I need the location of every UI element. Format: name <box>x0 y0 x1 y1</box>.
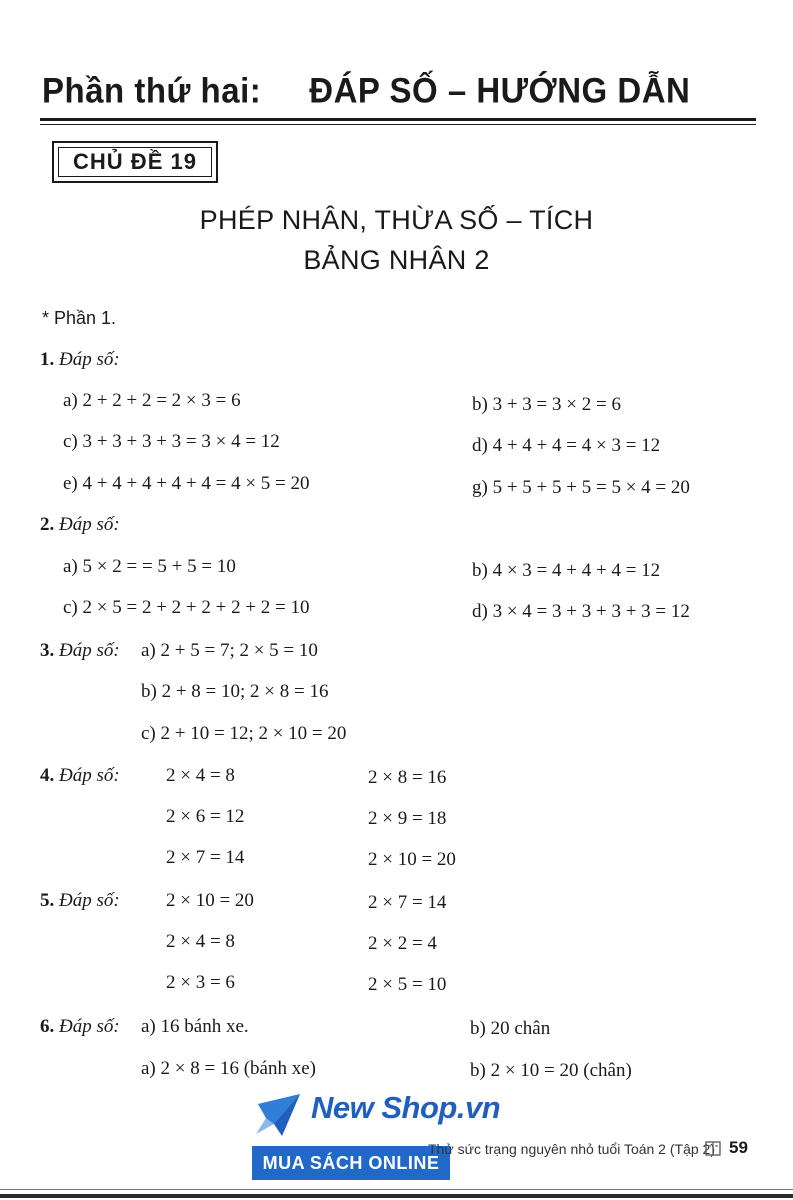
q3-heading <box>40 640 120 662</box>
q5-col2-row2: 2 × 2 = 4 <box>368 933 437 954</box>
q3-b: b) 2 + 8 = 10; 2 × 8 = 16 <box>141 681 329 702</box>
q2-b: b) 4 × 3 = 4 + 4 + 4 = 12 <box>472 560 661 581</box>
q5-col1-row1: 2 × 10 = 20 <box>166 890 254 911</box>
part-title: ĐÁP SỐ – HƯỚNG DẪN <box>309 70 691 110</box>
q1-e: e) 4 + 4 + 4 + 4 + 4 = 4 × 5 = 20 <box>63 473 310 494</box>
q4-col1-row3: 2 × 7 = 14 <box>166 847 245 868</box>
q6-a1: a) 16 bánh xe. <box>141 1016 249 1037</box>
q4-number: 4. <box>40 765 55 786</box>
page-number: 59 <box>729 1138 748 1157</box>
q2-a: a) 5 × 2 = = 5 + 5 = 10 <box>63 556 236 577</box>
q5-col1-row3: 2 × 3 = 6 <box>166 972 235 993</box>
q4-col1-row1: 2 × 4 = 8 <box>166 765 235 786</box>
q1-b: b) 3 + 3 = 3 × 2 = 6 <box>472 394 621 415</box>
header-rule-thick <box>40 118 756 121</box>
q3-answer-label: Đáp số: <box>59 640 120 661</box>
q1-answer-label: Đáp số: <box>59 349 120 370</box>
q6-answer-label: Đáp số: <box>59 1016 120 1037</box>
q6-b1: b) 20 chân <box>470 1018 551 1039</box>
q2-heading <box>40 514 120 536</box>
q5-heading <box>40 890 120 912</box>
q4-col1-row2: 2 × 6 = 12 <box>166 806 245 827</box>
footer-book-title: Thử sức trạng nguyên nhỏ tuổi Toán 2 (Tập 2) <box>428 1141 715 1157</box>
newshop-logo-text: New Shop.vn <box>311 1090 501 1125</box>
section-label: * Phần 1. <box>42 308 117 328</box>
q1-c: c) 3 + 3 + 3 + 3 = 3 × 4 = 12 <box>63 431 280 452</box>
q4-heading <box>40 765 120 787</box>
q3-number: 3. <box>40 640 55 661</box>
part-label: Phần thứ hai: <box>42 70 262 110</box>
q5-number: 5. <box>40 890 55 911</box>
bottom-rule <box>0 1194 793 1198</box>
q2-c: c) 2 × 5 = 2 + 2 + 2 + 2 + 2 = 10 <box>63 597 310 618</box>
header-rule-thin <box>40 124 756 125</box>
q4-answer-label: Đáp số: <box>59 765 120 786</box>
q3-c: c) 2 + 10 = 12; 2 × 10 = 20 <box>141 723 347 744</box>
newshop-arrow-icon <box>252 1090 308 1148</box>
q1-d: d) 4 + 4 + 4 = 4 × 3 = 12 <box>472 435 661 456</box>
book-icon <box>705 1141 721 1156</box>
topic-label: CHỦ ĐỀ 19 <box>58 147 212 177</box>
q1-heading <box>40 349 120 371</box>
q1-number: 1. <box>40 349 55 370</box>
q1-a: a) 2 + 2 + 2 = 2 × 3 = 6 <box>63 390 241 411</box>
q5-col2-row3: 2 × 5 = 10 <box>368 974 447 995</box>
lesson-title-line2: BẢNG NHÂN 2 <box>303 245 490 275</box>
topic-box <box>52 141 218 183</box>
q2-d: d) 3 × 4 = 3 + 3 + 3 + 3 = 12 <box>472 601 690 622</box>
q5-col1-row2: 2 × 4 = 8 <box>166 931 235 952</box>
q4-col2-row3: 2 × 10 = 20 <box>368 849 456 870</box>
lesson-title-line1: PHÉP NHÂN, THỪA SỐ – TÍCH <box>199 205 594 235</box>
q6-heading <box>40 1016 120 1038</box>
q4-col2-row1: 2 × 8 = 16 <box>368 767 447 788</box>
q2-number: 2. <box>40 514 55 535</box>
q4-col2-row2: 2 × 9 = 18 <box>368 808 447 829</box>
q3-a: a) 2 + 5 = 7; 2 × 5 = 10 <box>141 640 318 661</box>
part-header <box>42 70 690 111</box>
q6-a2: a) 2 × 8 = 16 (bánh xe) <box>141 1058 316 1079</box>
bottom-rule-thin <box>0 1189 793 1190</box>
q6-b2: b) 2 × 10 = 20 (chân) <box>470 1060 632 1081</box>
q6-number: 6. <box>40 1016 55 1037</box>
buy-online-banner: MUA SÁCH ONLINE <box>252 1146 450 1180</box>
q5-answer-label: Đáp số: <box>59 890 120 911</box>
q5-col2-row1: 2 × 7 = 14 <box>368 892 447 913</box>
q1-g: g) 5 + 5 + 5 + 5 = 5 × 4 = 20 <box>472 477 690 498</box>
q2-answer-label: Đáp số: <box>59 514 120 535</box>
